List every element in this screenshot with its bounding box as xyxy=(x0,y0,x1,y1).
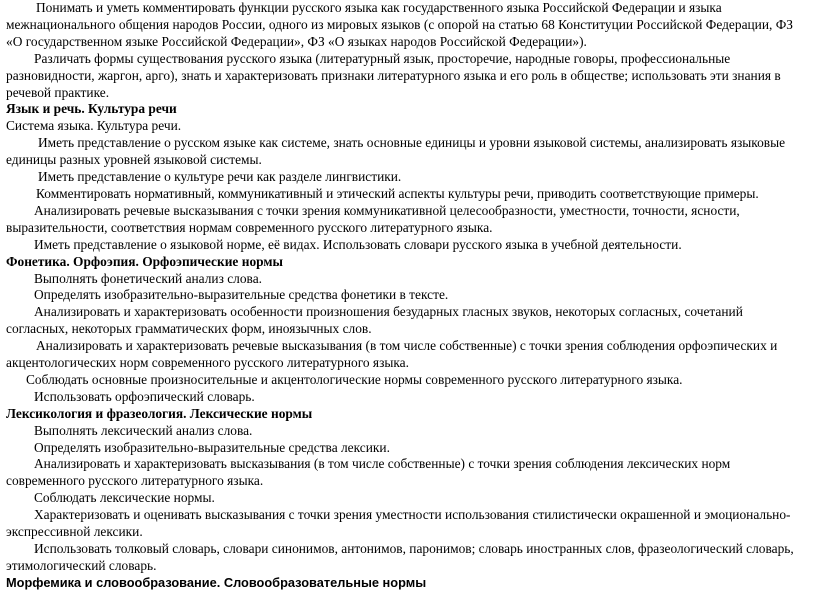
paragraph: Анализировать речевые высказывания с точки зрения коммуникативной целесообразности, уместности, точности, ясности, выразительности, соответствия нормам современного русского литературного языка. xyxy=(6,202,740,235)
paragraph: Использовать толковый словарь, словари синонимов, антонимов, паронимов; словарь иностранных слов, фразеологический словарь, этимологический словарь. xyxy=(6,541,794,573)
paragraph: Различать формы существования русского языка (литературный язык, просторечие, народные говоры, профессиональные разновидности, жаргон, арго), знать и характеризовать признаки литературного языка и его роль в обществе; использовать эти знания в речевой практике. xyxy=(6,50,781,100)
paragraph: Определять изобразительно-выразительные средства лексики. xyxy=(34,439,390,455)
paragraph: Анализировать и характеризовать речевые высказывания (в том числе собственные) с точки зрения соблюдения орфоэпических и акцентологических норм современного русского литературного языка. xyxy=(6,338,778,371)
paragraph: Иметь представление о культуре речи как разделе лингвистики. xyxy=(38,169,402,185)
paragraph: Использовать орфоэпический словарь. xyxy=(34,388,255,404)
section-heading: Фонетика. Орфоэпия. Орфоэпические нормы xyxy=(6,253,283,269)
paragraph: Понимать и уметь комментировать функции русского языка как государственного языка Российской Федерации и языка межнационального общения народов России, одного из мировых языков (с опорой на статью 68 Конституции Российской Федерации, ФЗ «О государственном языке Российской Федерации», ФЗ «О языках народов Российской Федерации»). xyxy=(6,0,793,49)
paragraph: Соблюдать лексические нормы. xyxy=(34,490,215,506)
paragraph: Выполнять фонетический анализ слова. xyxy=(34,270,262,286)
paragraph: Выполнять лексический анализ слова. xyxy=(34,422,253,438)
paragraph: Анализировать и характеризовать высказывания (в том числе собственные) с точки зрения соблюдения лексических норм современного русского литературного языка. xyxy=(6,456,731,489)
section-heading: Язык и речь. Культура речи xyxy=(6,101,177,117)
paragraph: Иметь представление о языковой норме, её видах. Использовать словари русского языка в учебной деятельности. xyxy=(34,236,682,252)
paragraph: Соблюдать основные произносительные и акцентологические нормы современного русского литературного языка. xyxy=(26,371,683,387)
paragraph: Комментировать нормативный, коммуникативный и этический аспекты культуры речи, приводить соответствующие примеры. xyxy=(36,185,759,201)
paragraph: Система языка. Культура речи. xyxy=(6,118,182,134)
paragraph: Иметь представление о русском языке как системе, знать основные единицы и уровни языковой системы, анализировать языковые единицы разных уровней языковой системы. xyxy=(6,135,786,168)
paragraph: Характеризовать и оценивать высказывания с точки зрения уместности использования стилистически окрашенной и эмоционально-экспрессивной лексики. xyxy=(6,507,791,540)
section-heading: Лексикология и фразеология. Лексические нормы xyxy=(6,405,313,421)
paragraph: Анализировать и характеризовать особенности произношения безударных гласных звуков, некоторых согласных, сочетаний согласных, некоторых грамматических форм, иноязычных слов. xyxy=(6,304,743,337)
section-heading: Морфемика и словообразование. Словообразовательные нормы xyxy=(6,574,427,590)
paragraph: Определять изобразительно-выразительные средства фонетики в тексте. xyxy=(34,287,449,303)
